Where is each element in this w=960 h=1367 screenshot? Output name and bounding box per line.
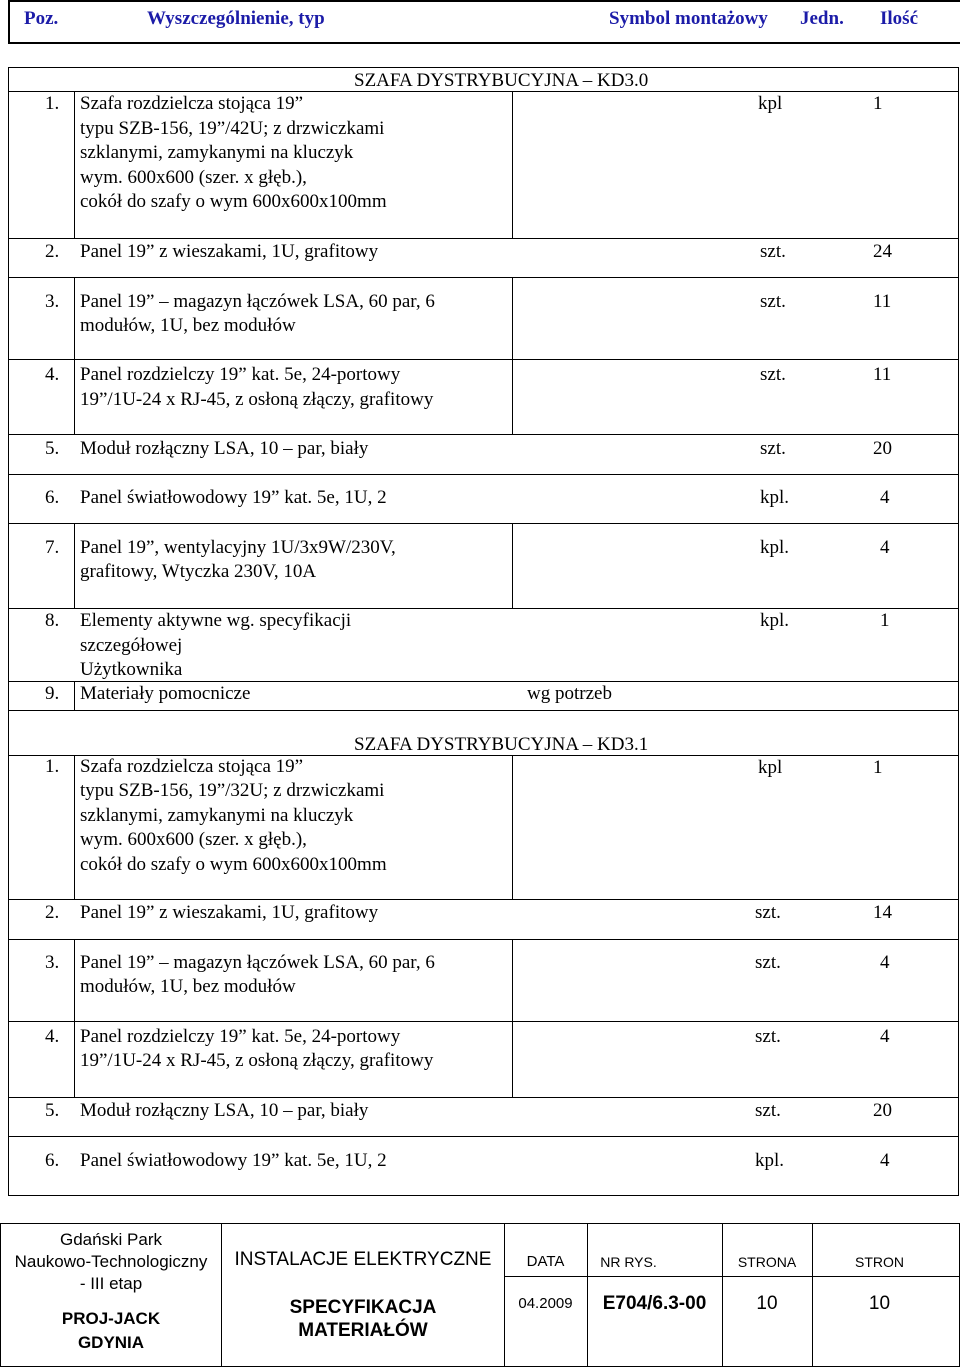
item-unit: szt.	[760, 364, 786, 385]
document-title: MATERIAŁÓW	[298, 1320, 428, 1341]
item-quantity: 11	[873, 364, 892, 385]
page-number: 10	[756, 1293, 778, 1314]
item-unit: kpl.	[755, 1150, 785, 1171]
item-quantity: 11	[873, 291, 892, 312]
item-unit: szt.	[760, 438, 786, 459]
header-description: Wyszczególnienie, typ	[147, 8, 325, 29]
item-description-line: Panel 19” z wieszakami, 1U, grafitowy	[80, 902, 379, 923]
item-description-line: wym. 600x600 (szer. x głęb.),	[80, 167, 307, 188]
row-divider	[8, 277, 959, 278]
company-line: Naukowo-Technologiczny	[14, 1252, 208, 1271]
pages-label: STRON	[855, 1254, 904, 1270]
item-description-line: Użytkownika	[80, 659, 183, 680]
drawing-number: E704/6.3-00	[602, 1293, 707, 1314]
item-number: 6.	[45, 487, 60, 508]
row-divider	[8, 523, 959, 524]
item-unit: kpl.	[760, 610, 790, 631]
author-line: GDYNIA	[77, 1333, 145, 1352]
title-block	[0, 1223, 960, 1367]
cell-border	[512, 1021, 513, 1097]
section-title: SZAFA DYSTRYBUCYJNA – KD3.0	[354, 70, 649, 91]
row-divider	[8, 238, 959, 239]
date-value: 04.2009	[518, 1295, 573, 1312]
cell-border	[74, 91, 75, 238]
cell-border	[74, 939, 75, 1021]
item-unit: szt.	[760, 241, 786, 262]
cell-border	[74, 681, 75, 710]
row-divider	[8, 474, 959, 475]
item-description-line: Panel 19” – magazyn łączówek LSA, 60 par, 6	[80, 952, 435, 973]
section-title: SZAFA DYSTRYBUCYJNA – KD3.1	[354, 734, 649, 755]
discipline-label: INSTALACJE ELEKTRYCZNE	[234, 1249, 492, 1270]
row-divider	[8, 939, 959, 940]
item-quantity: 1	[873, 93, 883, 114]
item-quantity: 1	[873, 757, 883, 778]
item-number: 1.	[45, 93, 60, 114]
item-number: 7.	[45, 537, 60, 558]
item-unit: szt.	[755, 902, 781, 923]
row-divider	[8, 434, 959, 435]
item-description-line: Moduł rozłączny LSA, 10 – par, biały	[80, 438, 369, 459]
item-description-line: Szafa rozdzielcza stojąca 19”	[80, 93, 304, 114]
item-description-line: 19”/1U-24 x RJ-45, z osłoną złączy, grafitowy	[80, 1050, 434, 1071]
item-description-line: cokół do szafy o wym 600x600x100mm	[80, 191, 387, 212]
header-unit: Jedn.	[800, 8, 844, 29]
item-number: 5.	[45, 438, 60, 459]
item-number: 4.	[45, 1026, 60, 1047]
item-description-line: cokół do szafy o wym 600x600x100mm	[80, 854, 387, 875]
item-description-line: Panel rozdzielczy 19” kat. 5e, 24-portowy	[80, 1026, 401, 1047]
item-unit: kpl.	[760, 487, 790, 508]
item-quantity: 1	[880, 610, 890, 631]
item-description-line: 19”/1U-24 x RJ-45, z osłoną złączy, grafitowy	[80, 389, 434, 410]
item-description-line: Szafa rozdzielcza stojąca 19”	[80, 756, 304, 777]
item-description-line: typu SZB-156, 19”/32U; z drzwiczkami	[80, 780, 385, 801]
cell-border	[74, 1021, 75, 1097]
cell-border	[512, 523, 513, 608]
row-divider	[8, 899, 959, 900]
item-description-line: Panel 19” – magazyn łączówek LSA, 60 par, 6	[80, 291, 435, 312]
item-description-line: szklanymi, zamykanymi na kluczyk	[80, 805, 354, 826]
item-description-line: Panel 19”, wentylacyjny 1U/3x9W/230V,	[80, 537, 396, 558]
header-pos: Poz.	[24, 8, 59, 29]
item-description-line: Materiały pomocnicze	[80, 683, 251, 704]
table-header	[8, 0, 960, 44]
item-description-line: wym. 600x600 (szer. x głęb.),	[80, 829, 307, 850]
item-unit: kpl.	[760, 537, 790, 558]
item-number: 8.	[45, 610, 60, 631]
item-number: 2.	[45, 241, 60, 262]
item-note: wg potrzeb	[527, 683, 612, 704]
header-symbol: Symbol montażowy	[609, 8, 768, 29]
item-quantity: 14	[873, 902, 892, 923]
item-description-line: szczegółowej	[80, 635, 183, 656]
item-number: 4.	[45, 364, 60, 385]
item-description-line: Panel światłowodowy 19” kat. 5e, 1U, 2	[80, 1150, 387, 1171]
page-label: STRONA	[737, 1254, 797, 1270]
header-quantity: Ilość	[880, 8, 918, 29]
item-description-line: typu SZB-156, 19”/42U; z drzwiczkami	[80, 118, 385, 139]
item-number: 3.	[45, 952, 60, 973]
total-pages: 10	[868, 1293, 891, 1314]
item-description-line: modułów, 1U, bez modułów	[80, 976, 296, 997]
cell-border	[512, 359, 513, 434]
item-unit: szt.	[760, 291, 786, 312]
item-description-line: grafitowy, Wtyczka 230V, 10A	[80, 561, 317, 582]
item-quantity: 24	[873, 241, 892, 262]
item-description-line: Panel rozdzielczy 19” kat. 5e, 24-portowy	[80, 364, 401, 385]
item-description-line: Panel światłowodowy 19” kat. 5e, 1U, 2	[80, 487, 387, 508]
author-line: PROJ-JACK	[61, 1309, 161, 1328]
item-unit: kpl	[758, 757, 783, 778]
drawing-label: NR RYS.	[600, 1254, 657, 1270]
item-unit: szt.	[755, 952, 781, 973]
item-description-line: szklanymi, zamykanymi na kluczyk	[80, 142, 354, 163]
cell-border	[74, 359, 75, 434]
cell-border	[512, 91, 513, 238]
item-description-line: Elementy aktywne wg. specyfikacji	[80, 610, 352, 631]
cell-border	[74, 523, 75, 608]
cell-border	[512, 939, 513, 1021]
item-unit: szt.	[755, 1026, 781, 1047]
row-divider	[8, 359, 959, 360]
item-quantity: 20	[873, 438, 892, 459]
row-divider	[8, 1021, 959, 1022]
row-divider	[8, 1097, 959, 1098]
item-quantity: 20	[873, 1100, 892, 1121]
item-number: 6.	[45, 1150, 60, 1171]
company-line: - III etap	[79, 1274, 143, 1293]
item-quantity: 4	[880, 1026, 890, 1047]
cell-border	[512, 277, 513, 359]
item-quantity: 4	[880, 1150, 890, 1171]
item-number: 3.	[45, 291, 60, 312]
item-quantity: 4	[880, 952, 890, 973]
document-box	[221, 1223, 505, 1367]
company-line: Gdański Park	[59, 1230, 163, 1249]
item-number: 2.	[45, 902, 60, 923]
item-quantity: 4	[880, 537, 890, 558]
date-label: DATA	[526, 1253, 565, 1270]
item-unit: szt.	[755, 1100, 781, 1121]
cell-border	[512, 755, 513, 899]
item-number: 1.	[45, 756, 60, 777]
item-number: 5.	[45, 1100, 60, 1121]
meta-values-box	[504, 1276, 960, 1367]
item-number: 9.	[45, 683, 60, 704]
row-divider	[8, 710, 959, 711]
item-quantity: 4	[880, 487, 890, 508]
row-divider	[8, 1136, 959, 1137]
row-divider	[8, 91, 959, 92]
document-title: SPECYFIKACJA	[289, 1297, 437, 1318]
item-unit: kpl	[758, 93, 783, 114]
item-description-line: modułów, 1U, bez modułów	[80, 315, 296, 336]
cell-border	[74, 755, 75, 899]
cell-border	[74, 277, 75, 359]
item-description-line: Panel 19” z wieszakami, 1U, grafitowy	[80, 241, 379, 262]
item-description-line: Moduł rozłączny LSA, 10 – par, biały	[80, 1100, 369, 1121]
